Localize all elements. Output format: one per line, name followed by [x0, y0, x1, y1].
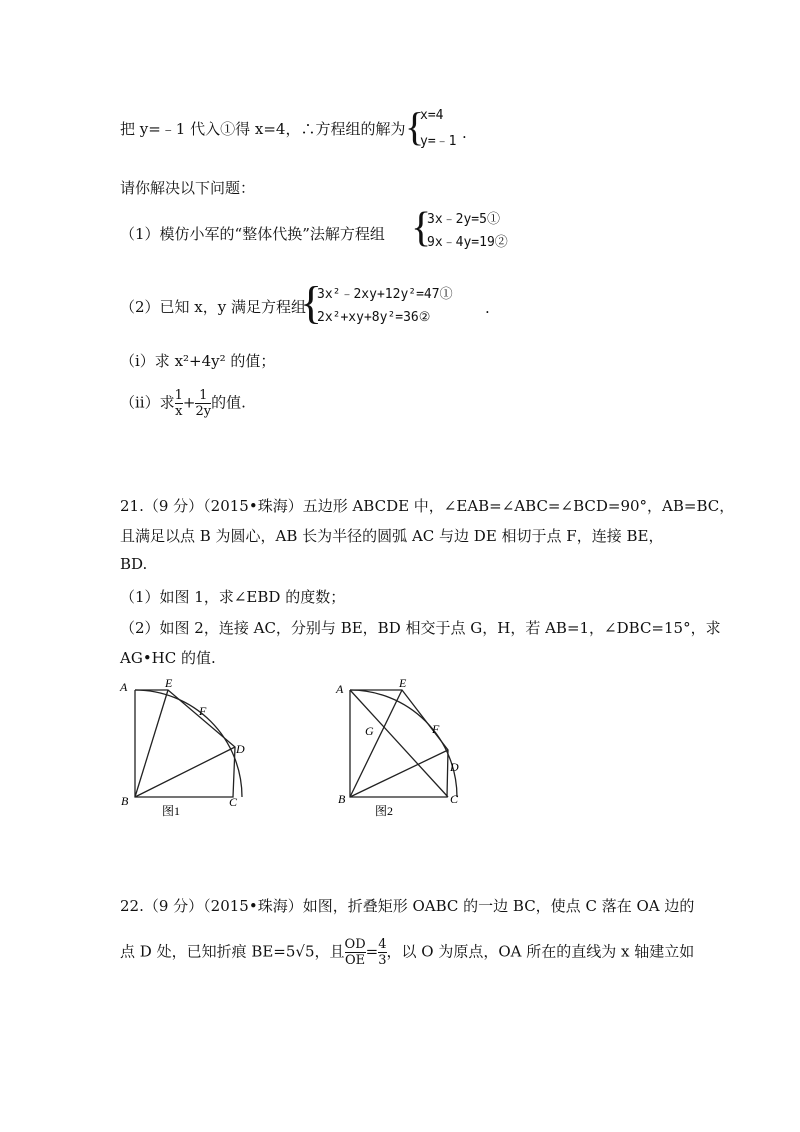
fig1-label-c: C	[229, 795, 238, 809]
figure-2	[330, 675, 470, 820]
q2-equation-2: 2x²+xy+8y²=36②	[317, 310, 431, 325]
q2-period: .	[485, 299, 490, 317]
fig1-be	[135, 690, 168, 797]
q1-equation-1: 3x﹣2y=5①	[427, 212, 500, 227]
fig2-label-c: C	[450, 792, 459, 806]
problem-21-line-3: BD.	[120, 555, 148, 573]
solution-period: .	[462, 124, 467, 142]
fig1-label-e: E	[165, 676, 173, 690]
fig2-label-f: F	[432, 722, 440, 736]
fig1-label-a: A	[120, 680, 128, 694]
fig1-pentagon	[135, 690, 235, 797]
problem-21-line-2: 且满足以点 B 为圆心，AB 长为半径的圆弧 AC 与边 DE 相切于点 F，连接 BE，	[120, 527, 664, 545]
question-1-text: （1）模仿小军的“整体代换”法解方程组	[120, 225, 385, 243]
fig2-label-e: E	[399, 676, 407, 690]
problem-22-line-1: 22.（9 分）（2015•珠海）如图，折叠矩形 OABC 的一边 BC，使点 C 落在 OA 边的	[120, 897, 695, 915]
fraction-1-over-2y: $\frac{1}{2y}$	[195, 388, 212, 419]
fraction-4-over-3: $\frac{4}{3}$	[378, 937, 387, 968]
fig1-label-b: B	[121, 794, 129, 808]
solution-text: 把 y=﹣1 代入①得 x=4，∴方程组的解为	[120, 120, 406, 138]
solution-y: y=﹣1	[420, 134, 457, 149]
q1-equation-2: 9x﹣4y=19②	[427, 235, 508, 250]
fig2-label-a: A	[336, 682, 344, 696]
solution-x: x=4	[420, 108, 444, 123]
question-2-text: （2）已知 x，y 满足方程组	[120, 298, 307, 316]
fig1-bd	[135, 747, 235, 797]
fig1-label-f: F	[199, 704, 207, 718]
problem-21-line-4: （1）如图 1，求∠EBD 的度数；	[120, 588, 346, 606]
question-i: （i）求 x²+4y² 的值；	[120, 352, 276, 370]
instruction-line: 请你解决以下问题：	[120, 179, 256, 197]
fig1-caption: 图1	[162, 804, 181, 818]
fig2-label-d: D	[450, 760, 459, 774]
p22-prefix: 点 D 处，已知折痕 BE=5	[120, 942, 296, 961]
p22-sqrt: √5	[295, 942, 315, 961]
fig2-ac	[350, 690, 448, 797]
problem-22-line-2: 点 D 处，已知折痕 BE=5√5，且 $\frac{OD}{OE}$ = $\frac{4}{3}$ ，以 O 为原点，OA 所在的直线为 x 轴建立如	[120, 937, 695, 968]
fig2-label-b: B	[338, 792, 346, 806]
problem-21-line-1: 21.（9 分）（2015•珠海）五边形 ABCDE 中，∠EAB=∠ABC=∠BCD=90°，AB=BC，	[120, 497, 735, 515]
q2-brace: {	[300, 277, 323, 328]
q2-equation-1: 3x²﹣2xy+12y²=47①	[317, 287, 453, 302]
problem-21-line-6: AG•HC 的值.	[120, 649, 216, 667]
fraction-1-over-x: $\frac{1}{x}$	[174, 388, 183, 419]
fig1-label-d: D	[236, 742, 245, 756]
fig2-caption: 图2	[375, 804, 394, 818]
figure-1	[115, 675, 255, 820]
problem-21-line-5: （2）如图 2，连接 AC，分别与 BE，BD 相交于点 G，H，若 AB=1，∠DBC=15°，求	[120, 619, 721, 637]
fig2-label-g: G	[365, 724, 374, 738]
solution-line	[120, 118, 405, 139]
question-ii-prefix: （ii）求	[120, 393, 175, 412]
fig2-arc	[350, 690, 457, 797]
question-ii: （ii）求 $\frac{1}{x}$ + $\frac{1}{2y}$ 的值.	[120, 388, 246, 419]
fig2-be	[350, 690, 402, 797]
q1-brace: {	[411, 205, 432, 251]
fraction-od-over-oe: $\frac{OD}{OE}$	[344, 937, 366, 968]
solution-brace: {	[405, 104, 425, 149]
fig2-bd	[350, 750, 448, 797]
